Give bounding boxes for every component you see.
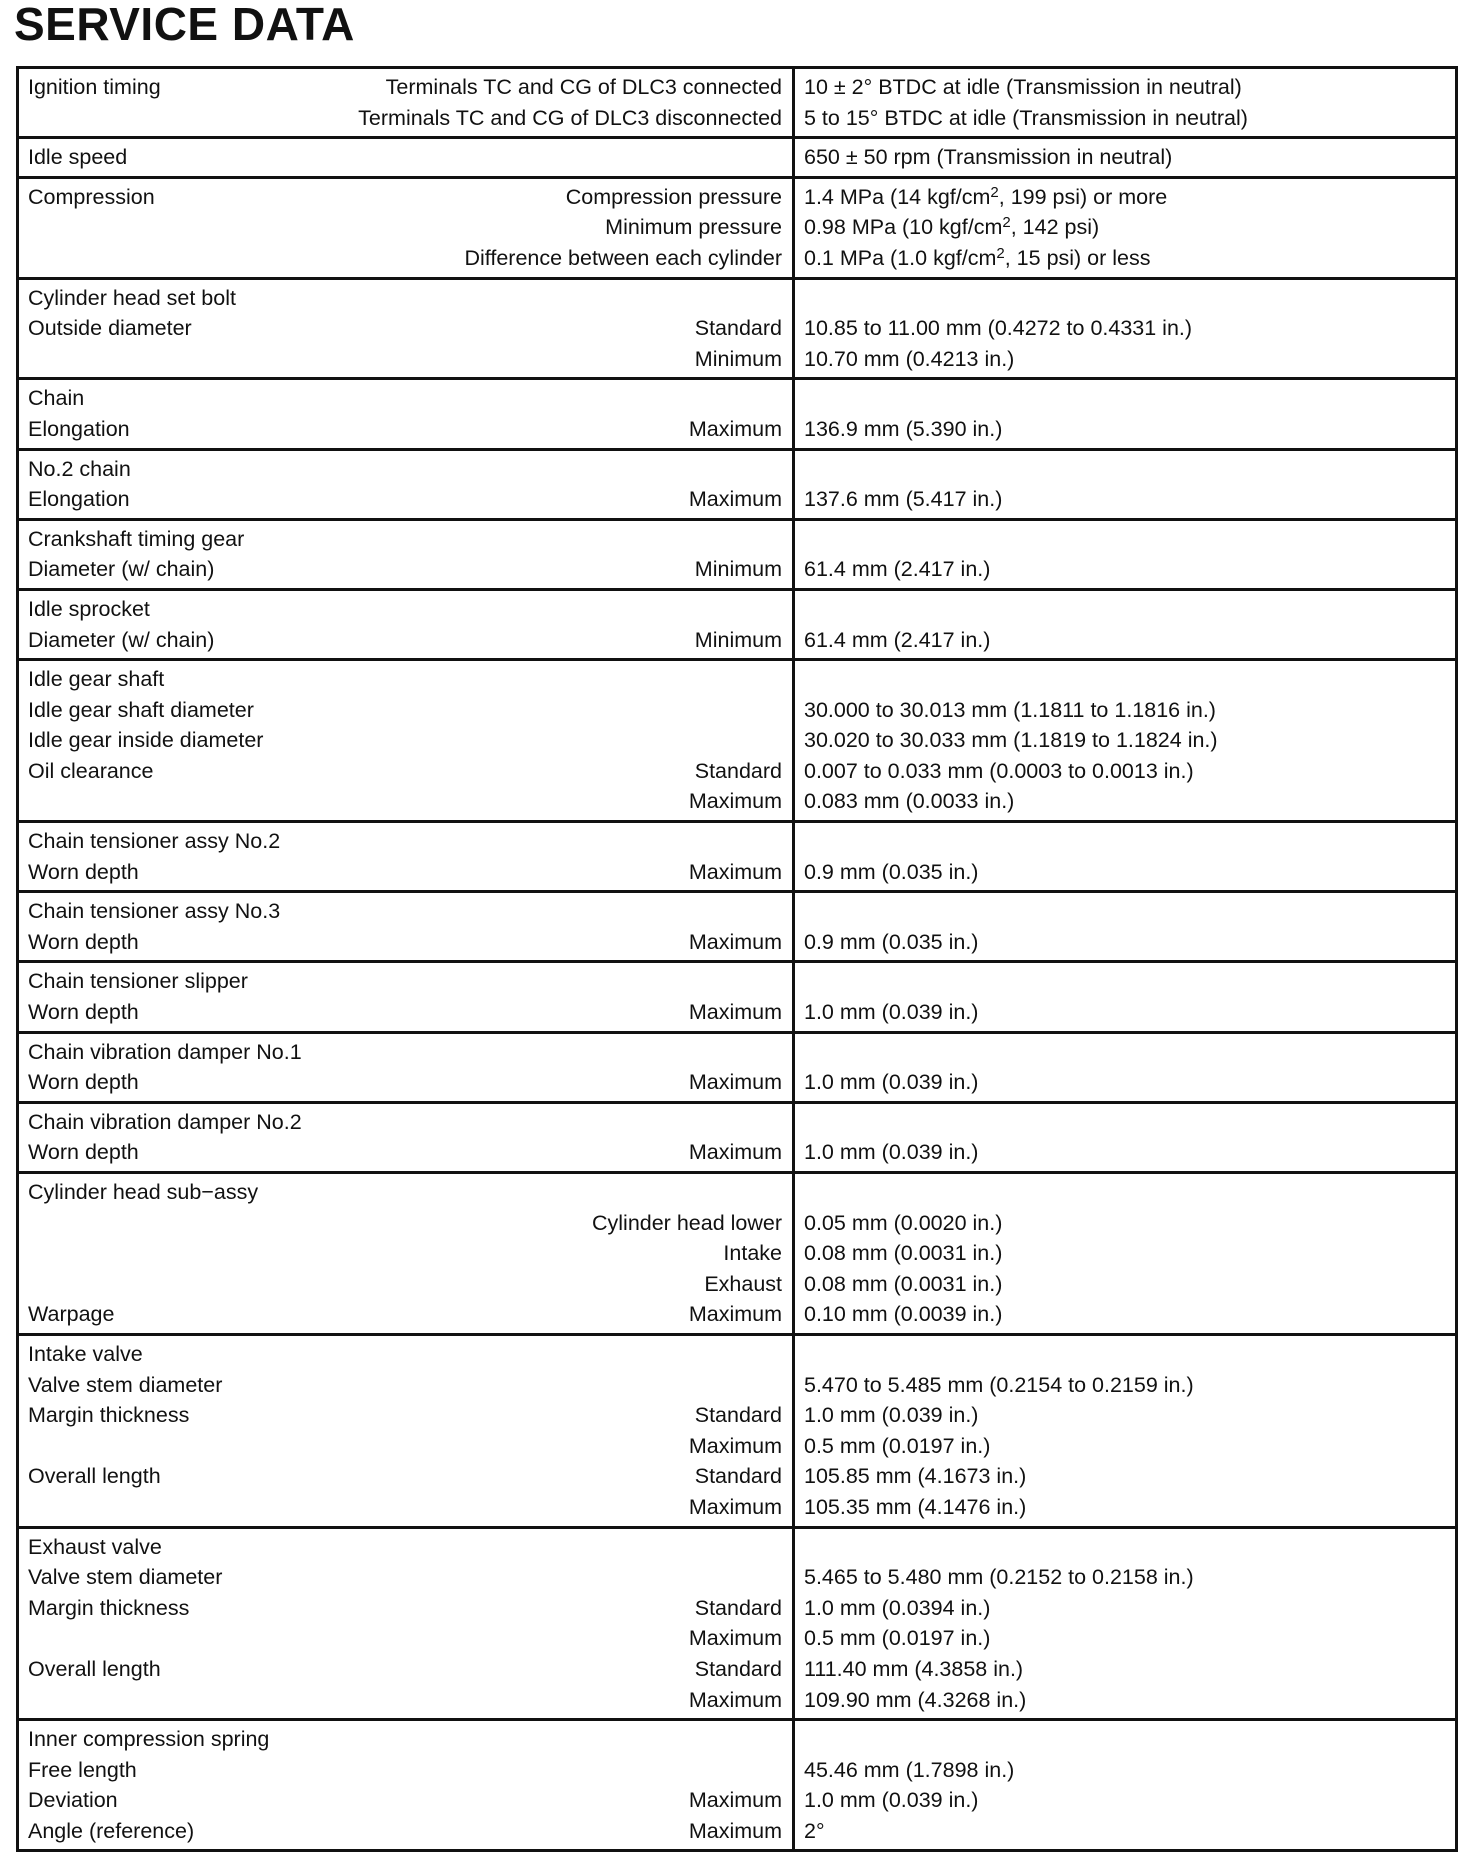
spec-value: 10 ± 2° BTDC at idle (Transmission in neutral) bbox=[804, 75, 1242, 99]
spec-row bbox=[18, 822, 1457, 892]
spec-item-line bbox=[28, 1685, 782, 1716]
spec-condition: Maximum bbox=[688, 487, 782, 512]
spec-item-line bbox=[28, 72, 782, 103]
spec-condition: Terminals TC and CG of DLC3 disconnected bbox=[358, 105, 782, 130]
spec-value bbox=[804, 1339, 1445, 1370]
spec-row bbox=[18, 1334, 1457, 1527]
spec-item-line bbox=[28, 1431, 782, 1462]
spec-item-cell bbox=[18, 1720, 794, 1851]
spec-row bbox=[18, 138, 1457, 178]
spec-item-label: Angle (reference) bbox=[28, 1818, 195, 1843]
spec-value bbox=[804, 594, 1445, 625]
spec-value: 1.0 mm (0.039 in.) bbox=[804, 1140, 979, 1165]
spec-value: 0.10 mm (0.0039 in.) bbox=[804, 1302, 1003, 1327]
spec-item-line bbox=[28, 756, 782, 787]
spec-item-line bbox=[28, 695, 782, 726]
spec-condition: Intake bbox=[723, 1241, 782, 1266]
spec-row bbox=[18, 962, 1457, 1032]
spec-item-label: Worn depth bbox=[28, 859, 139, 884]
spec-value: 1.0 mm (0.039 in.) bbox=[804, 1000, 979, 1025]
spec-value-cell bbox=[794, 892, 1457, 962]
spec-value: 105.85 mm (4.1673 in.) bbox=[804, 1464, 1027, 1489]
spec-value: 0.05 mm (0.0020 in.) bbox=[804, 1210, 1003, 1235]
spec-value: 0.08 mm (0.0031 in.) bbox=[804, 1271, 1003, 1296]
spec-item-label: Chain tensioner assy No.3 bbox=[28, 899, 281, 924]
spec-row bbox=[18, 1720, 1457, 1851]
spec-item-label: No.2 chain bbox=[28, 456, 131, 481]
spec-item-label: Overall length bbox=[28, 1464, 161, 1489]
spec-value: 111.40 mm (4.3858 in.) bbox=[804, 1656, 1024, 1681]
spec-item-line bbox=[28, 1400, 782, 1431]
spec-condition: Cylinder head lower bbox=[591, 1210, 782, 1235]
spec-item-line bbox=[28, 1623, 782, 1654]
spec-value: 5.470 to 5.485 mm (0.2154 to 0.2159 in.) bbox=[804, 1372, 1194, 1397]
spec-item-label: Valve stem diameter bbox=[28, 1372, 223, 1397]
spec-value bbox=[804, 1107, 1445, 1138]
spec-condition: Standard bbox=[694, 1656, 782, 1681]
spec-value: 30.000 to 30.013 mm (1.1811 to 1.1816 in.) bbox=[804, 697, 1216, 722]
spec-value: 0.083 mm (0.0033 in.) bbox=[804, 789, 1015, 814]
spec-item-label: Worn depth bbox=[28, 1000, 139, 1025]
spec-value-cell bbox=[794, 822, 1457, 892]
spec-value: 45.46 mm (1.7898 in.) bbox=[804, 1757, 1015, 1782]
spec-item-line bbox=[28, 1067, 782, 1098]
spec-item-line bbox=[28, 1107, 782, 1138]
spec-value: 30.020 to 30.033 mm (1.1819 to 1.1824 in.) bbox=[804, 728, 1218, 753]
spec-condition: Maximum bbox=[688, 1140, 782, 1165]
spec-item-label: Chain bbox=[28, 386, 85, 411]
spec-item-line bbox=[28, 344, 782, 375]
spec-value-cell bbox=[794, 379, 1457, 449]
spec-item-line bbox=[28, 243, 782, 274]
spec-item-line bbox=[28, 1724, 782, 1755]
spec-condition: Minimum bbox=[694, 557, 782, 582]
spec-value bbox=[804, 454, 1445, 485]
spec-value: 5.465 to 5.480 mm (0.2152 to 0.2158 in.) bbox=[804, 1565, 1194, 1590]
spec-condition: Minimum bbox=[694, 627, 782, 652]
spec-condition: Maximum bbox=[688, 1302, 782, 1327]
spec-condition: Maximum bbox=[688, 859, 782, 884]
spec-value: 0.98 MPa (10 kgf/$cm^2$, 142 psi) bbox=[804, 214, 1100, 240]
spec-value: 1.4 MPa (14 kgf/$cm^2$, 199 psi) or more bbox=[804, 183, 1168, 209]
spec-item-line bbox=[28, 927, 782, 958]
spec-item-line bbox=[28, 1816, 782, 1847]
spec-item-cell bbox=[18, 1102, 794, 1172]
spec-value: 1.0 mm (0.0394 in.) bbox=[804, 1595, 991, 1620]
spec-value bbox=[804, 383, 1445, 414]
spec-item-line bbox=[28, 594, 782, 625]
spec-item-line bbox=[28, 1562, 782, 1593]
spec-item-cell bbox=[18, 177, 794, 278]
spec-value: 10.70 mm (0.4213 in.) bbox=[804, 346, 1015, 371]
spec-item-label: Worn depth bbox=[28, 1140, 139, 1165]
spec-item-cell bbox=[18, 1173, 794, 1335]
spec-value: 0.9 mm (0.035 in.) bbox=[804, 929, 979, 954]
spec-value-cell bbox=[794, 1334, 1457, 1527]
spec-condition: Maximum bbox=[688, 1494, 782, 1519]
spec-item-line bbox=[28, 1238, 782, 1269]
spec-item-label: Chain vibration damper No.2 bbox=[28, 1109, 302, 1134]
spec-item-cell bbox=[18, 449, 794, 519]
spec-item-label: Outside diameter bbox=[28, 316, 192, 341]
spec-value bbox=[804, 283, 1445, 314]
spec-value-cell bbox=[794, 177, 1457, 278]
spec-item-label: Overall length bbox=[28, 1656, 161, 1681]
spec-item-line bbox=[28, 896, 782, 927]
spec-item-cell bbox=[18, 962, 794, 1032]
spec-item-cell bbox=[18, 138, 794, 178]
spec-item-line bbox=[28, 313, 782, 344]
spec-condition: Maximum bbox=[688, 789, 782, 814]
spec-item-line bbox=[28, 1492, 782, 1523]
spec-value: 0.5 mm (0.0197 in.) bbox=[804, 1626, 991, 1651]
spec-item-label: Compression bbox=[28, 184, 155, 209]
spec-item-label: Oil clearance bbox=[28, 758, 154, 783]
spec-item-line bbox=[28, 664, 782, 695]
spec-row bbox=[18, 278, 1457, 379]
spec-item-cell bbox=[18, 278, 794, 379]
spec-item-cell bbox=[18, 519, 794, 589]
spec-item-line bbox=[28, 1037, 782, 1068]
spec-condition: Standard bbox=[694, 316, 782, 341]
spec-value bbox=[804, 664, 1445, 695]
spec-item-line bbox=[28, 182, 782, 213]
spec-value-cell bbox=[794, 68, 1457, 138]
spec-value-cell bbox=[794, 278, 1457, 379]
spec-value: 650 ± 50 rpm (Transmission in neutral) bbox=[804, 145, 1173, 170]
spec-item-label: Idle gear inside diameter bbox=[28, 728, 264, 753]
spec-value-cell bbox=[794, 962, 1457, 1032]
spec-item-label: Chain tensioner slipper bbox=[28, 969, 248, 994]
spec-item-line bbox=[28, 966, 782, 997]
spec-item-label: Exhaust valve bbox=[28, 1534, 162, 1559]
spec-item-line bbox=[28, 1269, 782, 1300]
spec-item-line bbox=[28, 103, 782, 134]
spec-condition: Exhaust bbox=[704, 1271, 782, 1296]
spec-value bbox=[804, 896, 1445, 927]
spec-item-line bbox=[28, 725, 782, 756]
spec-condition: Maximum bbox=[688, 1626, 782, 1651]
spec-item-label: Worn depth bbox=[28, 1070, 139, 1095]
spec-item-line bbox=[28, 1461, 782, 1492]
spec-item-label: Diameter (w/ chain) bbox=[28, 627, 215, 652]
spec-row bbox=[18, 1527, 1457, 1720]
spec-value-cell bbox=[794, 1102, 1457, 1172]
spec-item-line bbox=[28, 1177, 782, 1208]
spec-value bbox=[804, 524, 1445, 555]
spec-row bbox=[18, 892, 1457, 962]
spec-item-line bbox=[28, 857, 782, 888]
spec-value: 137.6 mm (5.417 in.) bbox=[804, 487, 1003, 512]
spec-value: 0.5 mm (0.0197 in.) bbox=[804, 1433, 991, 1458]
spec-item-line bbox=[28, 454, 782, 485]
spec-item-cell bbox=[18, 589, 794, 659]
spec-row bbox=[18, 1102, 1457, 1172]
spec-value: 0.1 MPa (1.0 kgf/$cm^2$, 15 psi) or less bbox=[804, 244, 1151, 270]
spec-item-line bbox=[28, 1755, 782, 1786]
spec-item-line bbox=[28, 142, 782, 173]
spec-value: 105.35 mm (4.1476 in.) bbox=[804, 1494, 1027, 1519]
spec-item-line bbox=[28, 1785, 782, 1816]
spec-value: 109.90 mm (4.3268 in.) bbox=[804, 1687, 1027, 1712]
spec-value: 61.4 mm (2.417 in.) bbox=[804, 627, 991, 652]
spec-value-cell bbox=[794, 449, 1457, 519]
spec-item-line bbox=[28, 484, 782, 515]
spec-item-label: Chain tensioner assy No.2 bbox=[28, 829, 281, 854]
spec-value-cell bbox=[794, 1720, 1457, 1851]
spec-value: 61.4 mm (2.417 in.) bbox=[804, 557, 991, 582]
spec-condition: Maximum bbox=[688, 1818, 782, 1843]
spec-row bbox=[18, 519, 1457, 589]
spec-item-line bbox=[28, 414, 782, 445]
spec-item-label: Idle speed bbox=[28, 145, 128, 170]
spec-value-cell bbox=[794, 660, 1457, 822]
spec-item-label: Idle sprocket bbox=[28, 596, 150, 621]
spec-item-label: Worn depth bbox=[28, 929, 139, 954]
superscript: 2 bbox=[990, 183, 999, 201]
spec-item-line bbox=[28, 283, 782, 314]
spec-item-cell bbox=[18, 68, 794, 138]
spec-value: 0.08 mm (0.0031 in.) bbox=[804, 1241, 1003, 1266]
spec-condition: Compression pressure bbox=[565, 184, 782, 209]
spec-row bbox=[18, 1173, 1457, 1335]
spec-item-label: Deviation bbox=[28, 1788, 118, 1813]
spec-row bbox=[18, 1032, 1457, 1102]
spec-row bbox=[18, 660, 1457, 822]
spec-value: 136.9 mm (5.390 in.) bbox=[804, 416, 1003, 441]
spec-item-label: Inner compression spring bbox=[28, 1727, 270, 1752]
spec-condition: Standard bbox=[694, 1464, 782, 1489]
spec-condition: Maximum bbox=[688, 1687, 782, 1712]
spec-item-label: Warpage bbox=[28, 1302, 115, 1327]
spec-item-line bbox=[28, 1208, 782, 1239]
spec-item-line bbox=[28, 1339, 782, 1370]
spec-item-label: Margin thickness bbox=[28, 1595, 190, 1620]
spec-item-line bbox=[28, 1532, 782, 1563]
spec-item-label: Free length bbox=[28, 1757, 137, 1782]
spec-item-line bbox=[28, 1370, 782, 1401]
spec-condition: Minimum pressure bbox=[605, 215, 782, 240]
spec-value-cell bbox=[794, 1032, 1457, 1102]
spec-value: 0.9 mm (0.035 in.) bbox=[804, 859, 979, 884]
spec-item-label: Diameter (w/ chain) bbox=[28, 557, 215, 582]
spec-condition: Maximum bbox=[688, 416, 782, 441]
spec-condition: Standard bbox=[694, 1403, 782, 1428]
spec-item-line bbox=[28, 554, 782, 585]
spec-value: 10.85 to 11.00 mm (0.4272 to 0.4331 in.) bbox=[804, 316, 1193, 341]
spec-condition: Maximum bbox=[688, 1433, 782, 1458]
spec-item-label: Idle gear shaft diameter bbox=[28, 697, 254, 722]
spec-condition: Maximum bbox=[688, 929, 782, 954]
spec-item-cell bbox=[18, 1334, 794, 1527]
spec-value bbox=[804, 826, 1445, 857]
spec-condition: Standard bbox=[694, 1595, 782, 1620]
spec-condition: Standard bbox=[694, 758, 782, 783]
spec-item-label: Chain vibration damper No.1 bbox=[28, 1039, 302, 1064]
spec-item-label: Margin thickness bbox=[28, 1403, 190, 1428]
spec-value-cell bbox=[794, 519, 1457, 589]
spec-item-line bbox=[28, 625, 782, 656]
spec-value bbox=[804, 966, 1445, 997]
page-title: SERVICE DATA bbox=[14, 0, 355, 50]
superscript: 2 bbox=[996, 244, 1005, 262]
spec-item-line bbox=[28, 1137, 782, 1168]
spec-value: 5 to 15° BTDC at idle (Transmission in neutral) bbox=[804, 105, 1248, 130]
spec-row bbox=[18, 379, 1457, 449]
spec-row bbox=[18, 177, 1457, 278]
spec-condition: Maximum bbox=[688, 1070, 782, 1095]
spec-item-cell bbox=[18, 379, 794, 449]
spec-value: 2° bbox=[804, 1818, 825, 1843]
spec-item-line bbox=[28, 1654, 782, 1685]
spec-item-cell bbox=[18, 892, 794, 962]
spec-row bbox=[18, 449, 1457, 519]
spec-item-line bbox=[28, 786, 782, 817]
spec-item-line bbox=[28, 524, 782, 555]
spec-value-cell bbox=[794, 589, 1457, 659]
spec-item-label: Valve stem diameter bbox=[28, 1565, 223, 1590]
spec-item-line bbox=[28, 997, 782, 1028]
spec-item-line bbox=[28, 1593, 782, 1624]
spec-condition: Terminals TC and CG of DLC3 connected bbox=[385, 75, 782, 99]
spec-item-line bbox=[28, 212, 782, 243]
spec-row bbox=[18, 589, 1457, 659]
spec-item-label: Intake valve bbox=[28, 1341, 143, 1366]
spec-condition: Difference between each cylinder bbox=[464, 245, 782, 270]
spec-item-label: Crankshaft timing gear bbox=[28, 526, 245, 551]
spec-row bbox=[18, 68, 1457, 138]
service-data-table bbox=[16, 66, 1458, 1852]
spec-item-cell bbox=[18, 1032, 794, 1102]
spec-value bbox=[804, 1177, 1445, 1208]
spec-item-cell bbox=[18, 1527, 794, 1720]
spec-item-label: Ignition timing bbox=[28, 75, 161, 99]
spec-item-label: Cylinder head set bolt bbox=[28, 285, 236, 310]
spec-value: 1.0 mm (0.039 in.) bbox=[804, 1403, 979, 1428]
spec-condition: Minimum bbox=[694, 346, 782, 371]
spec-value: 0.007 to 0.033 mm (0.0003 to 0.0013 in.) bbox=[804, 758, 1194, 783]
spec-value: 1.0 mm (0.039 in.) bbox=[804, 1788, 979, 1813]
superscript: 2 bbox=[1002, 214, 1011, 232]
spec-value: 1.0 mm (0.039 in.) bbox=[804, 1070, 979, 1095]
spec-item-line bbox=[28, 826, 782, 857]
spec-value-cell bbox=[794, 138, 1457, 178]
spec-condition: Maximum bbox=[688, 1000, 782, 1025]
spec-value bbox=[804, 1532, 1445, 1563]
spec-item-label: Idle gear shaft bbox=[28, 667, 165, 692]
spec-condition: Maximum bbox=[688, 1788, 782, 1813]
spec-value bbox=[804, 1037, 1445, 1068]
spec-item-cell bbox=[18, 822, 794, 892]
spec-value bbox=[804, 1724, 1445, 1755]
service-data-table-body bbox=[18, 68, 1457, 1851]
spec-item-line bbox=[28, 1299, 782, 1330]
spec-item-label: Cylinder head sub−assy bbox=[28, 1180, 259, 1204]
spec-item-label: Elongation bbox=[28, 416, 130, 441]
spec-item-line bbox=[28, 383, 782, 414]
spec-value-cell bbox=[794, 1527, 1457, 1720]
spec-item-label: Elongation bbox=[28, 487, 130, 512]
spec-item-cell bbox=[18, 660, 794, 822]
spec-value-cell bbox=[794, 1173, 1457, 1335]
